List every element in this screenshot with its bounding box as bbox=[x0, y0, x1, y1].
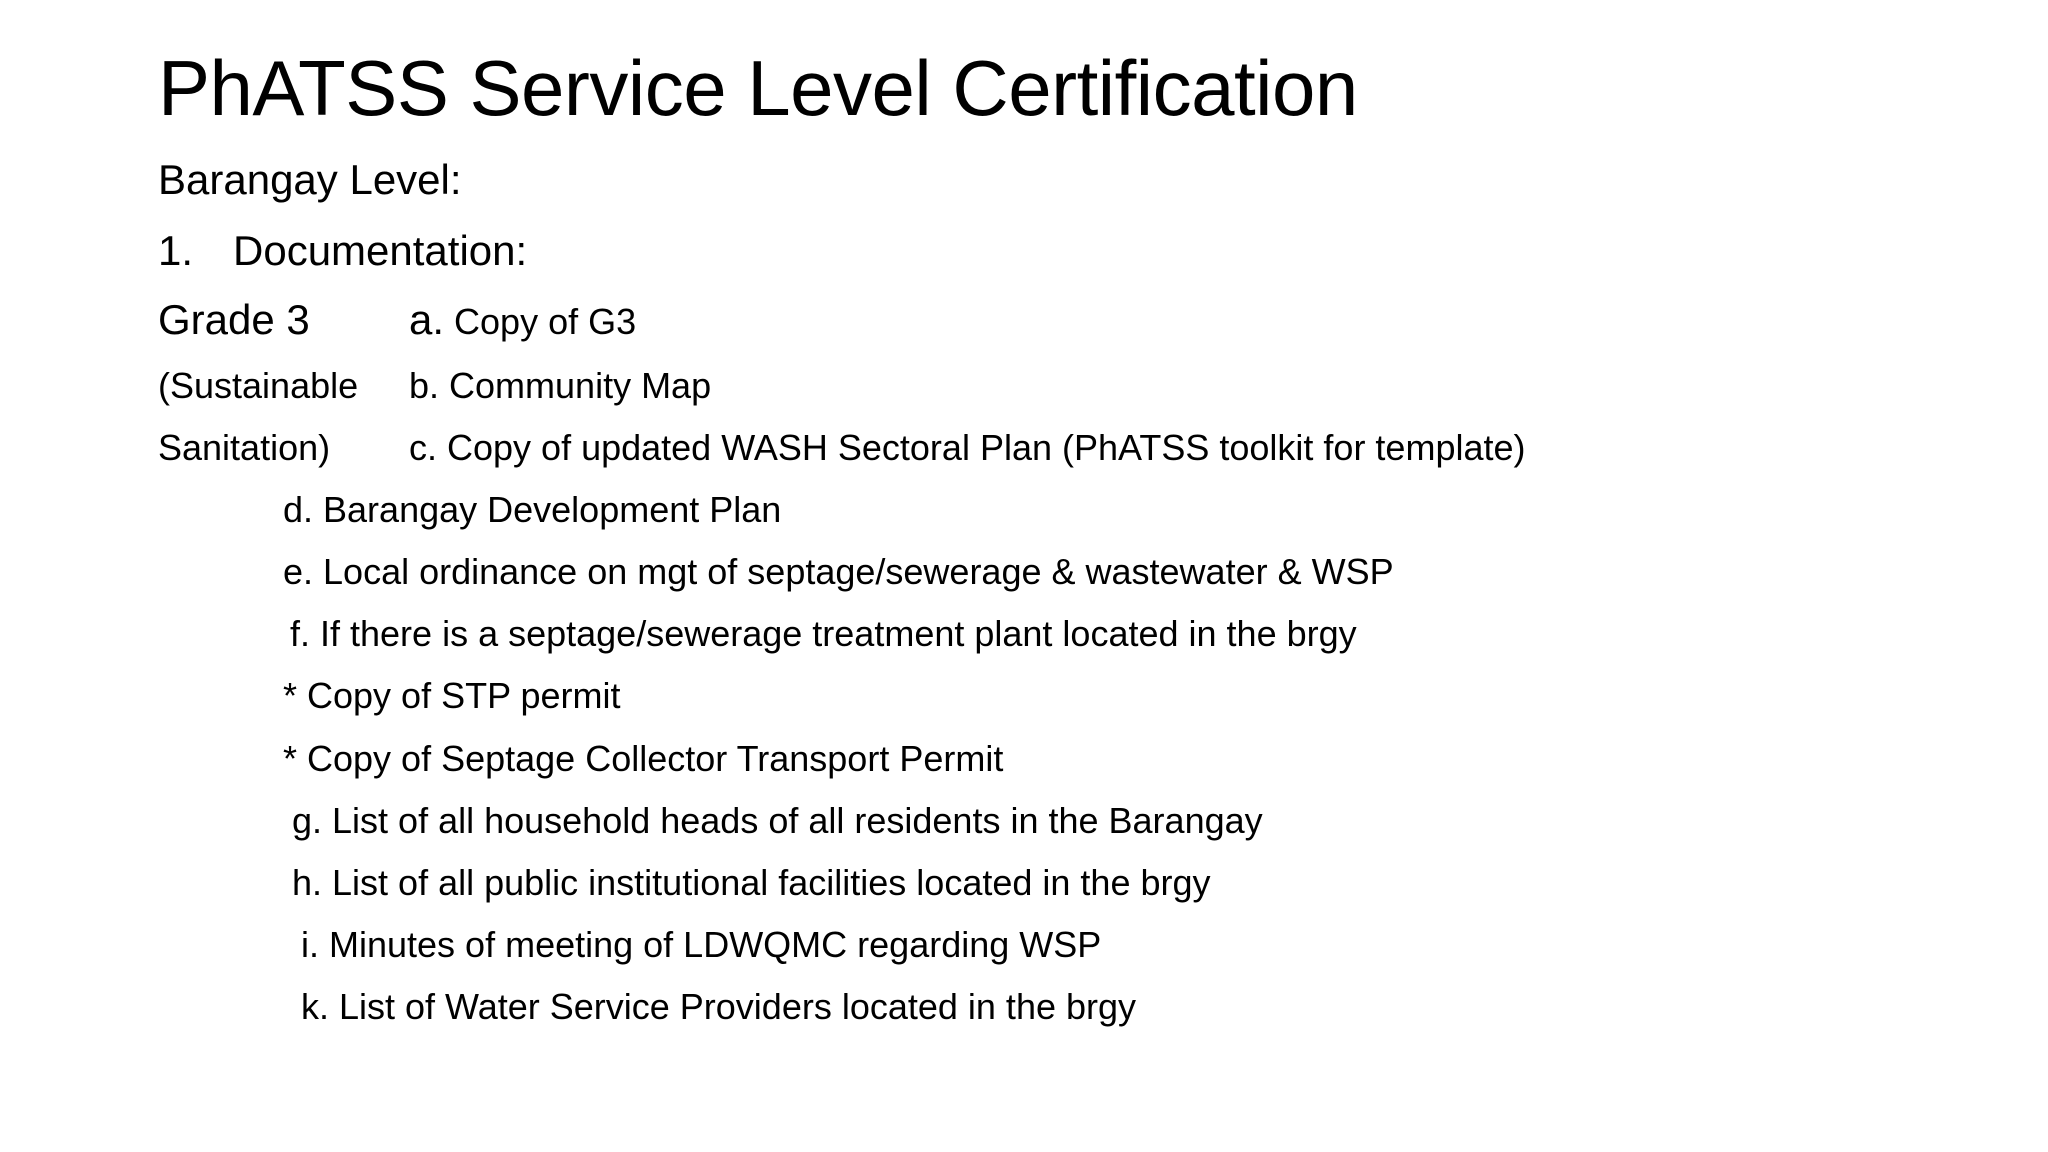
grade-description-line2: Sanitation) bbox=[158, 427, 331, 468]
list-item-k: k. List of Water Service Providers located in the brgy bbox=[301, 986, 1137, 1027]
list-item-a-text: Copy of G3 bbox=[444, 301, 637, 342]
list-item-d: d. Barangay Development Plan bbox=[283, 489, 782, 530]
list-item-b: b. Community Map bbox=[409, 365, 712, 406]
grade-description-line1: (Sustainable bbox=[158, 365, 359, 406]
list-item-a bbox=[409, 295, 636, 345]
section-number: 1. bbox=[158, 227, 194, 274]
grade-label: Grade 3 bbox=[158, 296, 310, 343]
list-item-g: g. List of all household heads of all residents in the Barangay bbox=[292, 800, 1263, 841]
barangay-level-heading: Barangay Level: bbox=[158, 156, 462, 203]
list-item-c: c. Copy of updated WASH Sectoral Plan (PhATSS toolkit for template) bbox=[409, 427, 1526, 468]
list-subitem-septage-permit: * Copy of Septage Collector Transport Permit bbox=[283, 738, 1004, 779]
section-label: Documentation: bbox=[233, 227, 528, 274]
slide-title: PhATSS Service Level Certification bbox=[158, 44, 1358, 132]
list-item-f: f. If there is a septage/sewerage treatment plant located in the brgy bbox=[290, 613, 1357, 654]
list-item-i: i. Minutes of meeting of LDWQMC regarding WSP bbox=[301, 924, 1102, 965]
list-item-e: e. Local ordinance on mgt of septage/sewerage & wastewater & WSP bbox=[283, 551, 1394, 592]
list-subitem-stp-permit: * Copy of STP permit bbox=[283, 675, 621, 716]
list-item-h: h. List of all public institutional facilities located in the brgy bbox=[292, 862, 1211, 903]
list-item-a-letter: a. bbox=[409, 296, 445, 343]
